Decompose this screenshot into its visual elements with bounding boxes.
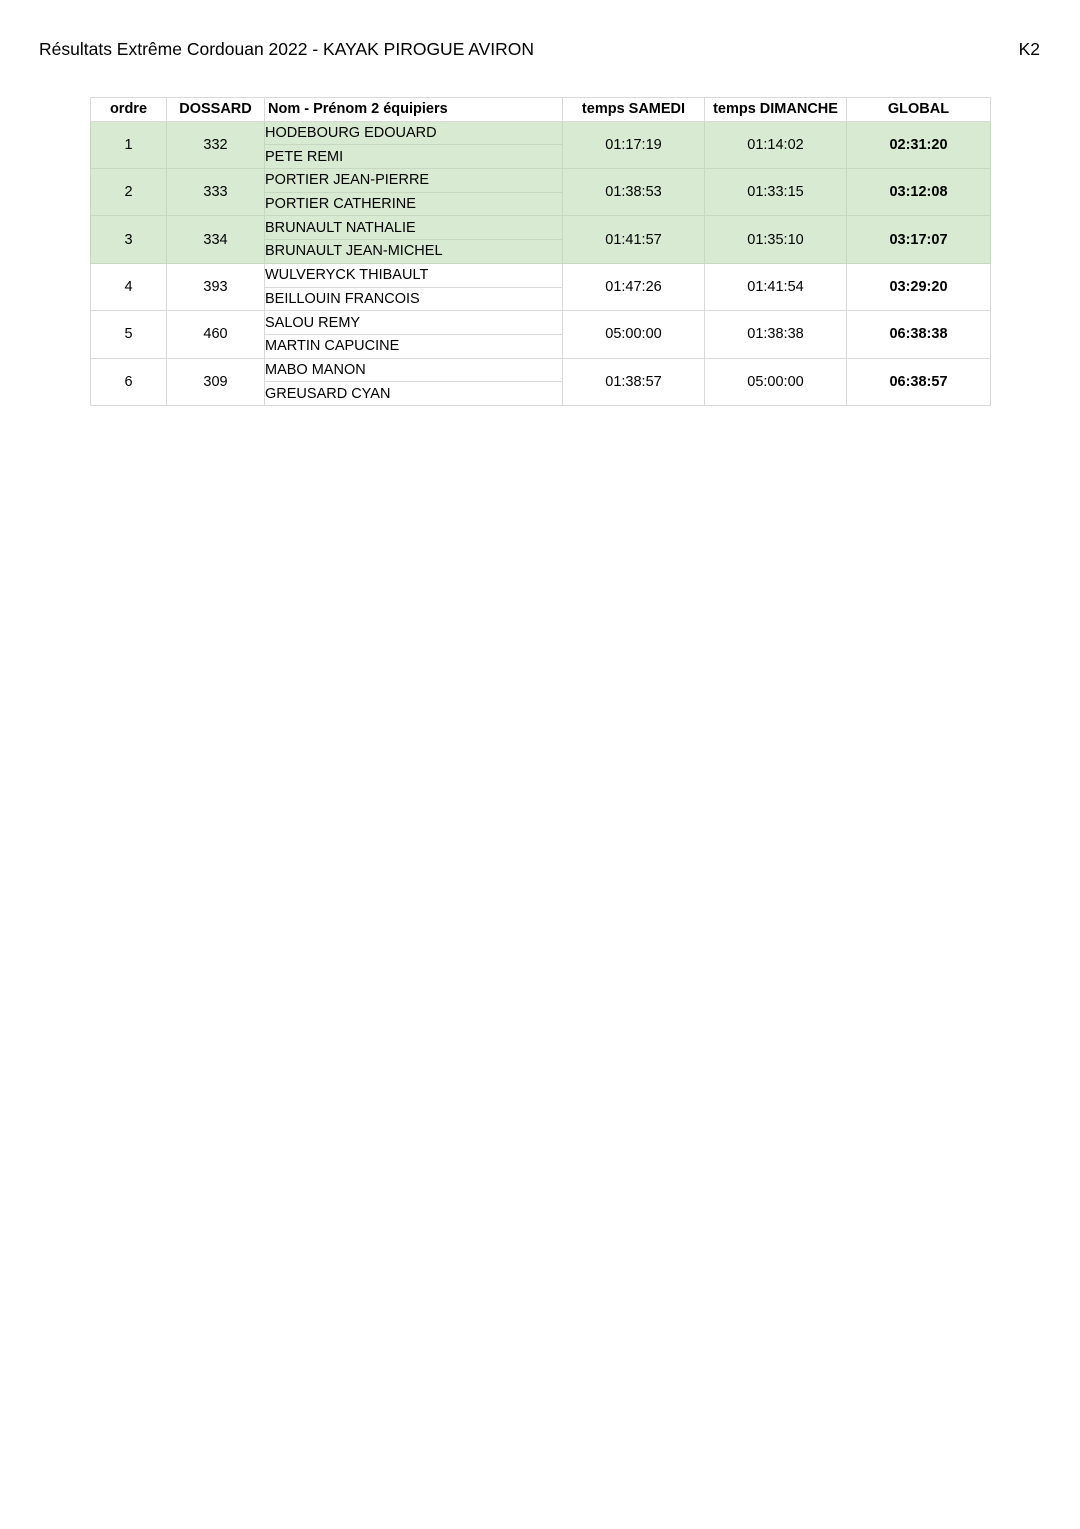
cell-global: 06:38:57 xyxy=(847,358,991,405)
cell-ordre: 6 xyxy=(91,358,167,405)
cell-equipier: MARTIN CAPUCINE xyxy=(265,334,563,358)
page-title: Résultats Extrême Cordouan 2022 - KAYAK PIROGUE AVIRON xyxy=(39,39,535,59)
cell-equipier: WULVERYCK THIBAULT xyxy=(265,263,563,287)
table-row xyxy=(91,121,991,145)
cell-equipier: BEILLOUIN FRANCOIS xyxy=(265,287,563,311)
cell-equipier: BRUNAULT JEAN-MICHEL xyxy=(265,240,563,264)
table-row xyxy=(91,263,991,287)
cell-dossard: 333 xyxy=(167,169,265,216)
column-header-global: GLOBAL xyxy=(847,98,991,122)
cell-dossard: 309 xyxy=(167,358,265,405)
category-code: K2 xyxy=(1018,39,1040,59)
cell-equipier: PETE REMI xyxy=(265,145,563,169)
cell-samedi: 05:00:00 xyxy=(563,311,705,358)
cell-equipier: MABO MANON xyxy=(265,358,563,382)
column-header-equipiers: Nom - Prénom 2 équipiers xyxy=(265,98,563,122)
cell-ordre: 3 xyxy=(91,216,167,263)
cell-dimanche: 01:38:38 xyxy=(705,311,847,358)
cell-samedi: 01:38:53 xyxy=(563,169,705,216)
table-row xyxy=(91,169,991,193)
cell-global: 02:31:20 xyxy=(847,121,991,168)
table-row xyxy=(91,358,991,382)
cell-equipier: SALOU REMY xyxy=(265,311,563,335)
cell-dimanche: 01:41:54 xyxy=(705,263,847,310)
cell-global: 03:29:20 xyxy=(847,263,991,310)
cell-samedi: 01:41:57 xyxy=(563,216,705,263)
cell-dimanche: 05:00:00 xyxy=(705,358,847,405)
cell-equipier: HODEBOURG EDOUARD xyxy=(265,121,563,145)
cell-dimanche: 01:33:15 xyxy=(705,169,847,216)
cell-dossard: 332 xyxy=(167,121,265,168)
cell-dimanche: 01:35:10 xyxy=(705,216,847,263)
cell-dossard: 460 xyxy=(167,311,265,358)
cell-equipier: BRUNAULT NATHALIE xyxy=(265,216,563,240)
cell-global: 03:12:08 xyxy=(847,169,991,216)
cell-equipier: PORTIER JEAN-PIERRE xyxy=(265,169,563,193)
cell-dossard: 393 xyxy=(167,263,265,310)
table-row xyxy=(91,216,991,240)
cell-equipier: PORTIER CATHERINE xyxy=(265,192,563,216)
cell-global: 06:38:38 xyxy=(847,311,991,358)
column-header-dossard: DOSSARD xyxy=(167,98,265,122)
cell-samedi: 01:47:26 xyxy=(563,263,705,310)
column-header-ordre: ordre xyxy=(91,98,167,122)
cell-equipier: GREUSARD CYAN xyxy=(265,382,563,406)
cell-ordre: 4 xyxy=(91,263,167,310)
cell-dimanche: 01:14:02 xyxy=(705,121,847,168)
table-row xyxy=(91,311,991,335)
results-table xyxy=(90,97,991,406)
cell-samedi: 01:17:19 xyxy=(563,121,705,168)
cell-dossard: 334 xyxy=(167,216,265,263)
column-header-samedi: temps SAMEDI xyxy=(563,98,705,122)
cell-global: 03:17:07 xyxy=(847,216,991,263)
column-header-dimanche: temps DIMANCHE xyxy=(705,98,847,122)
cell-ordre: 1 xyxy=(91,121,167,168)
cell-ordre: 5 xyxy=(91,311,167,358)
cell-ordre: 2 xyxy=(91,169,167,216)
table-header-row xyxy=(91,98,991,122)
cell-samedi: 01:38:57 xyxy=(563,358,705,405)
